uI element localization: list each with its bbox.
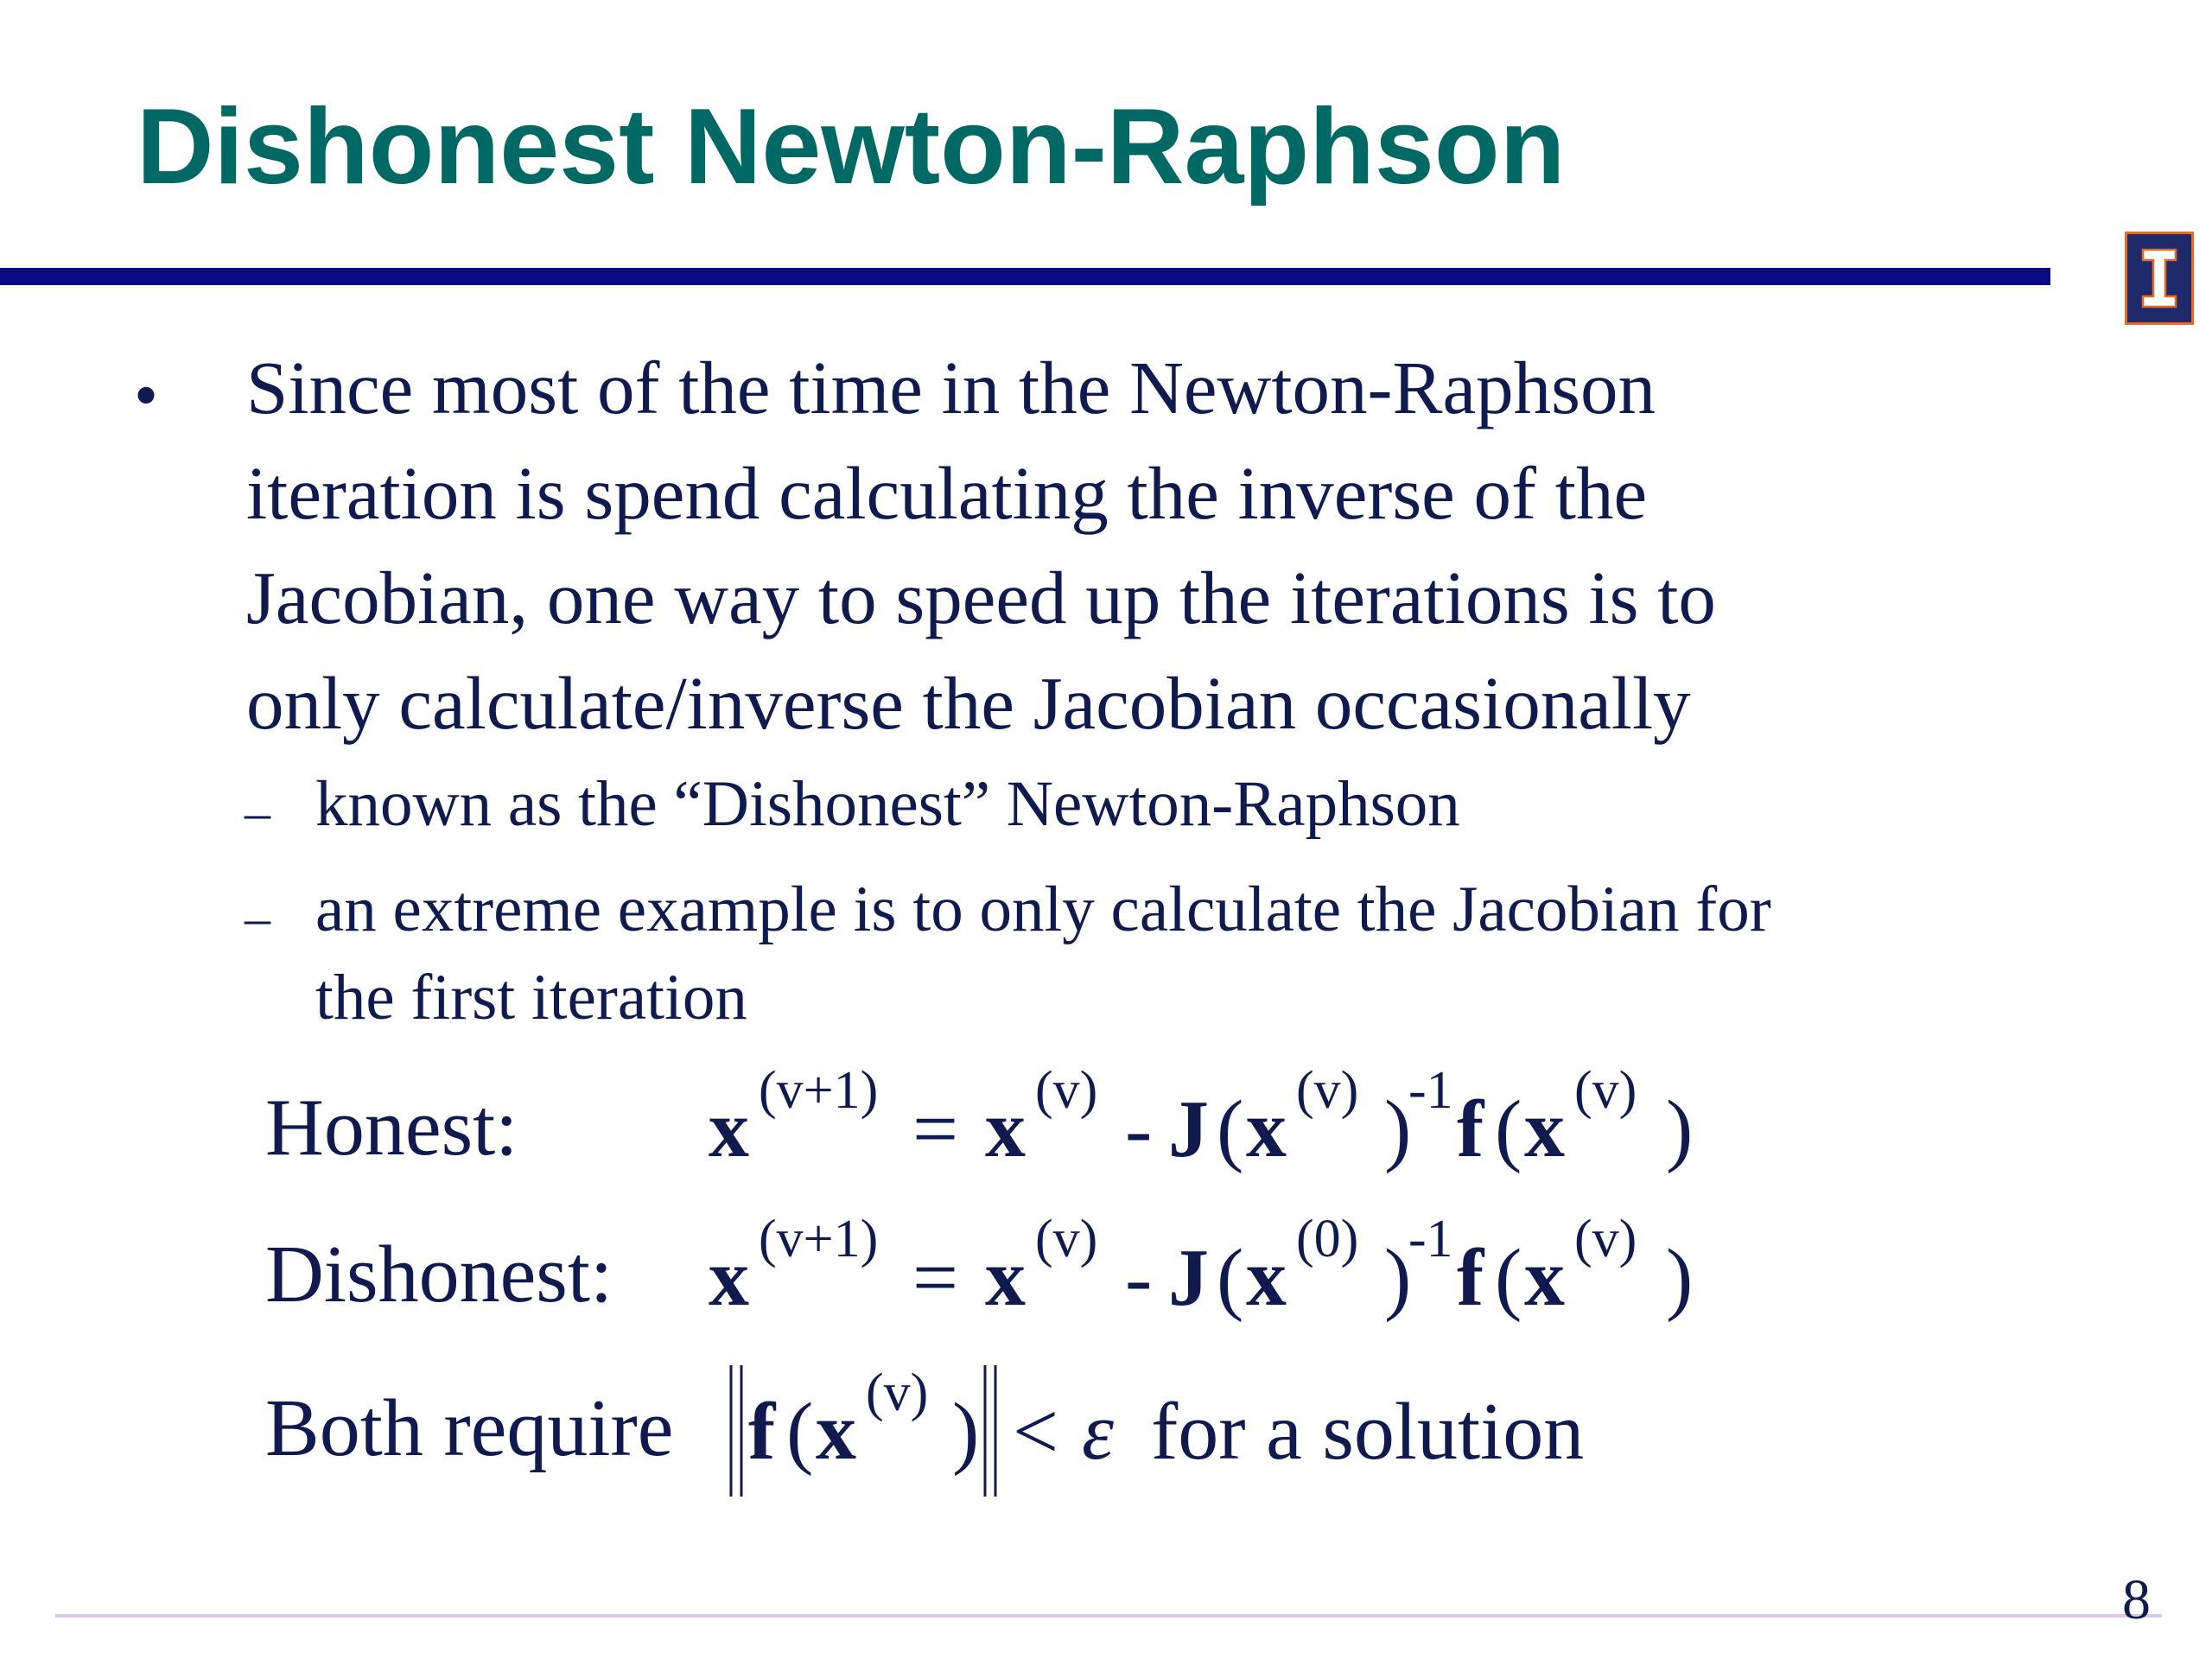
sub-item-line: known as the “Dishonest” Newton-Raphson: [315, 768, 1460, 840]
sub-item-marker: –: [245, 889, 270, 946]
bullet-line: Since most of the time in the Newton-Raphson: [246, 346, 1656, 429]
eq-superscript: (v+1): [759, 1210, 879, 1268]
dishonest-label: Dishonest:: [265, 1230, 613, 1319]
eq-f: f: [748, 1387, 776, 1477]
title-divider: [0, 268, 2050, 285]
eq-paren: ): [1384, 1084, 1412, 1174]
slide-title: Dishonest Newton-Raphson: [137, 87, 1566, 207]
sub-item-known-as: [315, 760, 1460, 849]
for-a-solution-text: for a solution: [1151, 1387, 1585, 1477]
bullet-marker: •: [134, 358, 159, 434]
eq-minus: -: [1125, 1084, 1153, 1174]
eq-f: f: [1457, 1084, 1484, 1174]
eq-paren: (: [1495, 1233, 1522, 1323]
bullet-line: only calculate/inverse the Jacobian occasionally: [246, 660, 1691, 745]
eq-inverse: -1: [1408, 1061, 1453, 1120]
sub-item-line: the first iteration: [315, 962, 747, 1033]
eq-paren: (: [1217, 1233, 1244, 1323]
eq-x: x: [1246, 1233, 1287, 1323]
eq-x: x: [985, 1233, 1026, 1323]
bullet-line: Jacobian, one way to speed up the iterations is to: [246, 556, 1716, 639]
eq-superscript: (v): [866, 1363, 929, 1422]
eq-epsilon: ε: [1082, 1387, 1115, 1477]
sub-item-line: an extreme example is to only calculate the Jacobian for: [315, 874, 1771, 945]
sub-item-marker: –: [245, 784, 270, 841]
eq-x: x: [1524, 1233, 1565, 1323]
eq-x: x: [816, 1387, 856, 1477]
eq-superscript: (v): [1296, 1061, 1359, 1120]
eq-jacobian: J: [1168, 1233, 1209, 1323]
eq-superscript: (v): [1574, 1210, 1637, 1268]
block-i-icon: [2127, 234, 2191, 322]
eq-x: x: [1246, 1084, 1287, 1174]
eq-paren: ): [952, 1387, 980, 1477]
page-number: 8: [2122, 1568, 2151, 1631]
bullet-line: iteration is spend calculating the inverse of the: [246, 450, 1648, 535]
sub-item-extreme-example: [315, 866, 1771, 1042]
eq-superscript: (v): [1035, 1061, 1098, 1120]
dishonest-equation: [709, 1203, 1745, 1341]
eq-superscript: (v): [1035, 1210, 1098, 1268]
honest-label: Honest:: [265, 1083, 518, 1173]
eq-equals: =: [912, 1084, 959, 1174]
eq-paren: ): [1666, 1084, 1694, 1174]
eq-x: x: [1524, 1084, 1565, 1174]
eq-x: x: [985, 1084, 1026, 1174]
both-require-text: Both require: [265, 1383, 674, 1473]
eq-f: f: [1457, 1233, 1484, 1323]
eq-paren: ): [1384, 1233, 1412, 1323]
eq-equals: =: [912, 1233, 959, 1323]
eq-paren: (: [786, 1387, 814, 1477]
eq-superscript: (v): [1574, 1061, 1637, 1120]
bullet-paragraph: [246, 335, 1716, 755]
eq-less-than: <: [1013, 1387, 1059, 1477]
eq-minus: -: [1125, 1233, 1153, 1323]
university-logo-icon: [2125, 232, 2194, 325]
eq-paren: (: [1217, 1084, 1244, 1174]
honest-equation: [709, 1054, 1745, 1192]
eq-x: x: [709, 1233, 749, 1323]
eq-superscript: (0): [1296, 1210, 1359, 1268]
convergence-condition: [726, 1348, 1659, 1512]
eq-paren: ): [1666, 1233, 1694, 1323]
eq-superscript: (v+1): [759, 1061, 879, 1120]
eq-jacobian: J: [1168, 1084, 1209, 1174]
eq-paren: (: [1495, 1084, 1522, 1174]
footer-divider: [55, 1614, 2162, 1618]
eq-x: x: [709, 1084, 749, 1174]
eq-inverse: -1: [1408, 1210, 1453, 1268]
